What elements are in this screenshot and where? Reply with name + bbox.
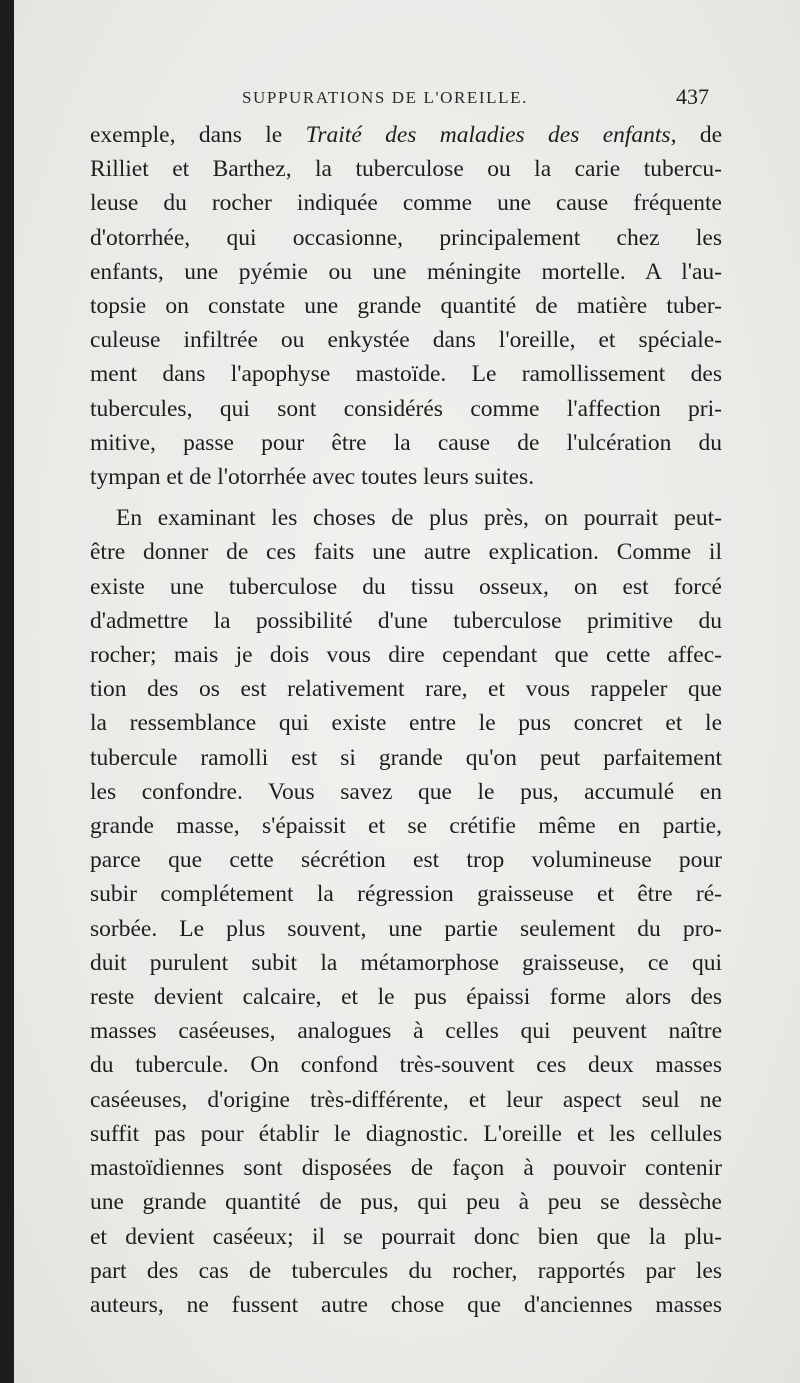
text-line: la ressemblance qui existe entre le pus concret et le xyxy=(90,710,722,737)
text-line: part des cas de tubercules du rocher, rapportés par les xyxy=(90,1257,722,1284)
text-line: ment dans l'apophyse mastoïde. Le ramollissement des xyxy=(90,361,722,388)
text-line: tympan et de l'otorrhée avec toutes leurs suites. xyxy=(90,464,535,491)
text-line: topsie on constate une grande quantité de matière tuber- xyxy=(90,293,722,320)
text-line: rocher; mais je dois vous dire cependant que cette affec- xyxy=(90,642,722,669)
text-line: subir complétement la régression graisseuse et être ré- xyxy=(90,881,722,908)
text-line: En examinant les choses de plus près, on pourrait peut- xyxy=(116,505,722,532)
text-line: du tubercule. On confond très-souvent ces deux masses xyxy=(90,1052,722,1079)
text-line: Rilliet et Barthez, la tuberculose ou la carie tubercu- xyxy=(90,156,722,183)
text-line: tubercules, qui sont considérés comme l'affection pri- xyxy=(90,395,722,422)
text-line: culeuse infiltrée ou enkystée dans l'oreille, et spéciale- xyxy=(90,327,722,354)
body-text xyxy=(90,118,722,1322)
text-line: mitive, passe pour être la cause de l'ulcération du xyxy=(90,429,722,456)
text-line: duit purulent subit la métamorphose graisseuse, ce qui xyxy=(90,949,722,976)
paragraph-gap xyxy=(90,494,722,501)
page-header xyxy=(14,84,800,114)
text-line: suffit pas pour établir le diagnostic. L'oreille et les cellules xyxy=(90,1120,722,1147)
text-line: auteurs, ne fussent autre chose que d'anciennes masses xyxy=(90,1291,722,1318)
text-line: tubercule ramolli est si grande qu'on peut parfaitement xyxy=(90,744,722,771)
text-line: tion des os est relativement rare, et vous rappeler que xyxy=(90,676,722,703)
text-line: parce que cette sécrétion est trop volumineuse pour xyxy=(90,847,722,874)
text-line: mastoïdiennes sont disposées de façon à pouvoir contenir xyxy=(90,1155,722,1182)
book-title: Traité des maladies des enfants, xyxy=(305,122,677,148)
book-page xyxy=(14,0,800,1383)
text-line: leuse du rocher indiquée comme une cause fréquente xyxy=(90,190,722,217)
text-line: enfants, une pyémie ou une méningite mortelle. A l'au- xyxy=(90,258,722,285)
text-line: les confondre. Vous savez que le pus, accumulé en xyxy=(90,778,722,805)
text-line: reste devient calcaire, et le pus épaissi forme alors des xyxy=(90,984,722,1011)
text-line: être donner de ces faits une autre explication. Comme il xyxy=(90,539,722,566)
text-line: d'admettre la possibilité d'une tuberculose primitive du xyxy=(90,607,722,634)
text-line: d'otorrhée, qui occasionne, principalement chez les xyxy=(90,224,722,251)
page-number: 437 xyxy=(676,84,709,109)
text-line: masses caséeuses, analogues à celles qui peuvent naître xyxy=(90,1018,722,1045)
paragraph xyxy=(90,501,722,1322)
text-line: sorbée. Le plus souvent, une partie seulement du pro- xyxy=(90,915,722,942)
paragraph xyxy=(90,118,722,494)
text-line: grande masse, s'épaissit et se crétifie même en partie, xyxy=(90,813,722,840)
text-line: existe une tuberculose du tissu osseux, on est forcé xyxy=(90,573,722,600)
text-line: et devient caséeux; il se pourrait donc bien que la plu- xyxy=(90,1223,722,1250)
running-head: SUPPURATIONS DE L'OREILLE. xyxy=(242,88,528,107)
text-line: une grande quantité de pus, qui peu à peu se dessèche xyxy=(90,1189,722,1216)
text-line: exemple, dans le Traité des maladies des enfants, de xyxy=(90,122,722,148)
text-line: caséeuses, d'origine très-différente, et leur aspect seul ne xyxy=(90,1086,722,1113)
